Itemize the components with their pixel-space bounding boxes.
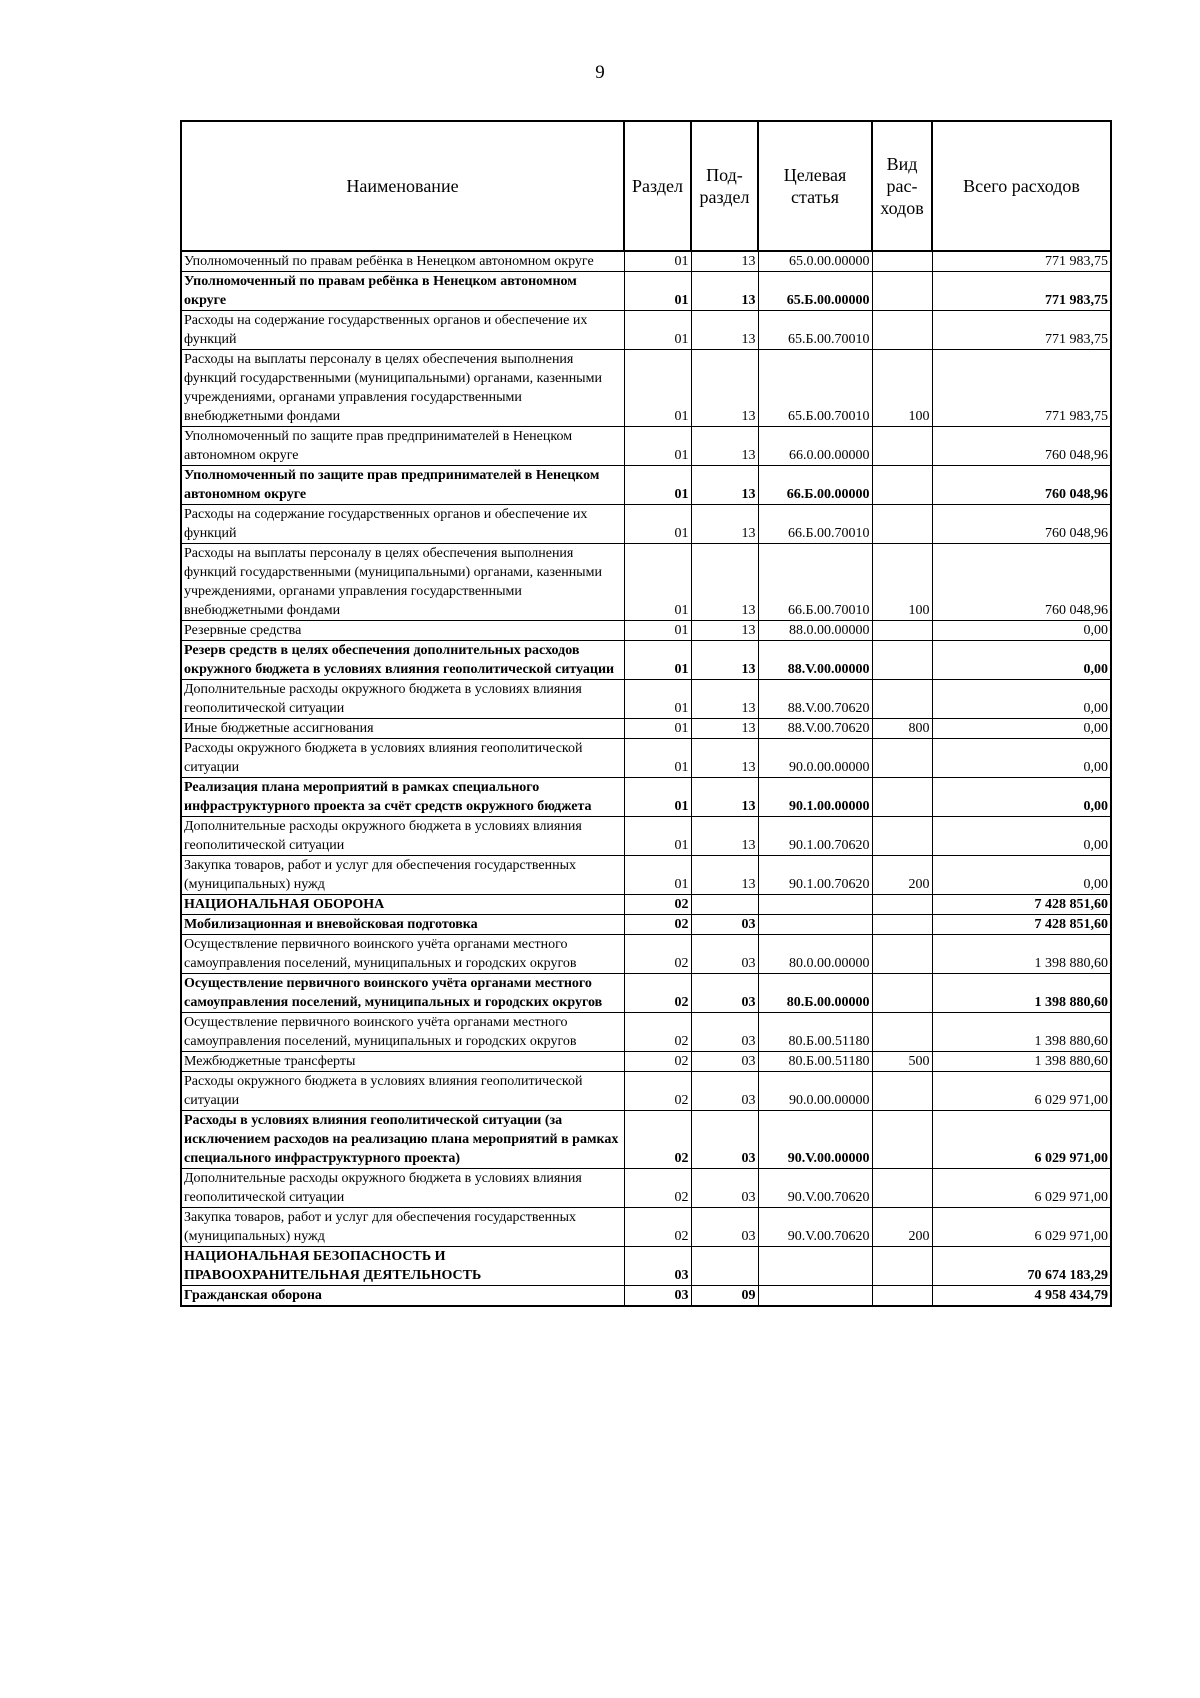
cell-name: Резерв средств в целях обеспечения дополнительных расходов окружного бюджета в условиях влияния геополитической ситуации: [181, 641, 624, 680]
cell-target-article: 66.Б.00.70010: [758, 544, 872, 621]
table-header: [181, 121, 1111, 251]
cell-subsection: 03: [691, 1208, 758, 1247]
cell-subsection: 13: [691, 350, 758, 427]
cell-expense-kind: [872, 1111, 932, 1169]
cell-name: Расходы окружного бюджета в условиях влияния геополитической ситуации: [181, 739, 624, 778]
cell-target-article: 90.V.00.70620: [758, 1169, 872, 1208]
cell-section: 03: [624, 1247, 691, 1286]
table-row: [181, 641, 1111, 680]
cell-target-article: 88.V.00.00000: [758, 641, 872, 680]
table-row: [181, 1286, 1111, 1307]
cell-section: 01: [624, 739, 691, 778]
cell-total: 1 398 880,60: [932, 974, 1111, 1013]
cell-name: Осуществление первичного воинского учёта органами местного самоуправления поселений, муниципальных и городских округов: [181, 974, 624, 1013]
cell-section: 01: [624, 856, 691, 895]
cell-name: Межбюджетные трансферты: [181, 1052, 624, 1072]
cell-target-article: 65.Б.00.70010: [758, 350, 872, 427]
cell-expense-kind: [872, 895, 932, 915]
cell-expense-kind: [872, 935, 932, 974]
cell-subsection: 03: [691, 1111, 758, 1169]
cell-target-article: 66.Б.00.00000: [758, 466, 872, 505]
table-row: [181, 817, 1111, 856]
cell-subsection: 13: [691, 311, 758, 350]
table-row: [181, 856, 1111, 895]
cell-target-article: [758, 1286, 872, 1307]
cell-total: 6 029 971,00: [932, 1111, 1111, 1169]
cell-subsection: 13: [691, 466, 758, 505]
header-section: Раздел: [624, 121, 691, 251]
table-row: [181, 974, 1111, 1013]
cell-expense-kind: [872, 1247, 932, 1286]
cell-section: 03: [624, 1286, 691, 1307]
table-row: [181, 350, 1111, 427]
cell-expense-kind: [872, 1013, 932, 1052]
cell-name: Уполномоченный по правам ребёнка в Ненецком автономном округе: [181, 272, 624, 311]
table-row: [181, 719, 1111, 739]
cell-name: Уполномоченный по защите прав предпринимателей в Ненецком автономном округе: [181, 466, 624, 505]
table-row: [181, 1013, 1111, 1052]
cell-expense-kind: [872, 641, 932, 680]
cell-expense-kind: [872, 915, 932, 935]
cell-expense-kind: 500: [872, 1052, 932, 1072]
header-expense-kind: Вид рас- ходов: [872, 121, 932, 251]
cell-expense-kind: [872, 621, 932, 641]
table-row: [181, 895, 1111, 915]
cell-target-article: 66.Б.00.70010: [758, 505, 872, 544]
cell-total: 0,00: [932, 856, 1111, 895]
table-row: [181, 544, 1111, 621]
cell-section: 01: [624, 621, 691, 641]
table-row: [181, 1247, 1111, 1286]
cell-section: 01: [624, 427, 691, 466]
cell-section: 01: [624, 466, 691, 505]
header-name: Наименование: [181, 121, 624, 251]
cell-name: Дополнительные расходы окружного бюджета в условиях влияния геополитической ситуации: [181, 1169, 624, 1208]
cell-subsection: 03: [691, 974, 758, 1013]
table-row: [181, 1208, 1111, 1247]
cell-target-article: 88.0.00.00000: [758, 621, 872, 641]
cell-target-article: 88.V.00.70620: [758, 719, 872, 739]
header-target-article: Целевая статья: [758, 121, 872, 251]
cell-subsection: 13: [691, 427, 758, 466]
cell-total: 0,00: [932, 719, 1111, 739]
table-row: [181, 739, 1111, 778]
cell-target-article: 90.V.00.00000: [758, 1111, 872, 1169]
cell-total: 0,00: [932, 739, 1111, 778]
cell-subsection: 13: [691, 272, 758, 311]
cell-name: Осуществление первичного воинского учёта органами местного самоуправления поселений, муниципальных и городских округов: [181, 935, 624, 974]
cell-expense-kind: 100: [872, 544, 932, 621]
cell-total: 771 983,75: [932, 251, 1111, 272]
cell-expense-kind: [872, 974, 932, 1013]
cell-expense-kind: 100: [872, 350, 932, 427]
cell-section: 01: [624, 311, 691, 350]
cell-expense-kind: [872, 251, 932, 272]
cell-total: 760 048,96: [932, 544, 1111, 621]
cell-total: 6 029 971,00: [932, 1072, 1111, 1111]
cell-section: 02: [624, 915, 691, 935]
cell-section: 01: [624, 680, 691, 719]
cell-section: 01: [624, 251, 691, 272]
cell-section: 01: [624, 350, 691, 427]
cell-section: 01: [624, 719, 691, 739]
table-row: [181, 621, 1111, 641]
table-row: [181, 427, 1111, 466]
cell-expense-kind: [872, 680, 932, 719]
cell-name: Расходы в условиях влияния геополитической ситуации (за исключением расходов на реализацию плана мероприятий в рамках специального инфраструктурного проекта): [181, 1111, 624, 1169]
cell-name: Реализация плана мероприятий в рамках специального инфраструктурного проекта за счёт средств окружного бюджета: [181, 778, 624, 817]
cell-total: 0,00: [932, 680, 1111, 719]
table-row: [181, 1052, 1111, 1072]
cell-name: Осуществление первичного воинского учёта органами местного самоуправления поселений, муниципальных и городских округов: [181, 1013, 624, 1052]
cell-target-article: 65.0.00.00000: [758, 251, 872, 272]
cell-name: Расходы на содержание государственных органов и обеспечение их функций: [181, 505, 624, 544]
cell-target-article: 90.0.00.00000: [758, 1072, 872, 1111]
cell-section: 02: [624, 935, 691, 974]
table-row: [181, 311, 1111, 350]
cell-name: Гражданская оборона: [181, 1286, 624, 1307]
budget-table: [180, 120, 1112, 1307]
cell-target-article: 65.Б.00.00000: [758, 272, 872, 311]
cell-section: 02: [624, 1052, 691, 1072]
cell-section: 01: [624, 544, 691, 621]
cell-subsection: 13: [691, 680, 758, 719]
table-row: [181, 778, 1111, 817]
cell-subsection: 13: [691, 641, 758, 680]
header-total: Всего расходов: [932, 121, 1111, 251]
cell-total: 6 029 971,00: [932, 1169, 1111, 1208]
cell-total: 70 674 183,29: [932, 1247, 1111, 1286]
cell-subsection: [691, 895, 758, 915]
cell-name: Дополнительные расходы окружного бюджета в условиях влияния геополитической ситуации: [181, 680, 624, 719]
cell-subsection: 03: [691, 1072, 758, 1111]
cell-name: Расходы на выплаты персоналу в целях обеспечения выполнения функций государственными (муниципальными) органами, казенными учреждениями, органами управления государственными внебюджетными фондами: [181, 544, 624, 621]
cell-target-article: 66.0.00.00000: [758, 427, 872, 466]
cell-section: 01: [624, 778, 691, 817]
cell-subsection: 13: [691, 505, 758, 544]
page-number: 9: [595, 62, 605, 83]
cell-total: 760 048,96: [932, 427, 1111, 466]
cell-target-article: 80.Б.00.51180: [758, 1013, 872, 1052]
cell-target-article: 80.Б.00.00000: [758, 974, 872, 1013]
cell-target-article: [758, 895, 872, 915]
cell-name: Иные бюджетные ассигнования: [181, 719, 624, 739]
cell-target-article: 80.Б.00.51180: [758, 1052, 872, 1072]
cell-total: 7 428 851,60: [932, 895, 1111, 915]
cell-name: Расходы окружного бюджета в условиях влияния геополитической ситуации: [181, 1072, 624, 1111]
cell-total: 1 398 880,60: [932, 1013, 1111, 1052]
cell-total: 0,00: [932, 817, 1111, 856]
cell-expense-kind: 200: [872, 1208, 932, 1247]
cell-section: 02: [624, 1072, 691, 1111]
cell-subsection: 13: [691, 856, 758, 895]
cell-expense-kind: [872, 466, 932, 505]
cell-expense-kind: [872, 272, 932, 311]
cell-name: Мобилизационная и вневойсковая подготовка: [181, 915, 624, 935]
cell-target-article: 90.1.00.70620: [758, 856, 872, 895]
cell-total: 771 983,75: [932, 350, 1111, 427]
cell-name: НАЦИОНАЛЬНАЯ БЕЗОПАСНОСТЬ И ПРАВООХРАНИТЕЛЬНАЯ ДЕЯТЕЛЬНОСТЬ: [181, 1247, 624, 1286]
cell-expense-kind: 800: [872, 719, 932, 739]
cell-section: 01: [624, 272, 691, 311]
cell-section: 02: [624, 1169, 691, 1208]
cell-target-article: 65.Б.00.70010: [758, 311, 872, 350]
cell-target-article: 90.0.00.00000: [758, 739, 872, 778]
cell-target-article: [758, 1247, 872, 1286]
cell-expense-kind: [872, 427, 932, 466]
cell-section: 02: [624, 974, 691, 1013]
cell-section: 01: [624, 817, 691, 856]
cell-expense-kind: [872, 778, 932, 817]
cell-target-article: 90.1.00.70620: [758, 817, 872, 856]
cell-subsection: [691, 1247, 758, 1286]
cell-total: 0,00: [932, 641, 1111, 680]
cell-expense-kind: [872, 1169, 932, 1208]
cell-section: 01: [624, 641, 691, 680]
cell-name: Резервные средства: [181, 621, 624, 641]
cell-section: 02: [624, 895, 691, 915]
cell-expense-kind: [872, 505, 932, 544]
cell-subsection: 13: [691, 251, 758, 272]
cell-total: 1 398 880,60: [932, 1052, 1111, 1072]
table-row: [181, 251, 1111, 272]
cell-target-article: [758, 915, 872, 935]
cell-total: 771 983,75: [932, 311, 1111, 350]
table-row: [181, 915, 1111, 935]
cell-target-article: 80.0.00.00000: [758, 935, 872, 974]
cell-section: 02: [624, 1208, 691, 1247]
cell-name: НАЦИОНАЛЬНАЯ ОБОРОНА: [181, 895, 624, 915]
cell-name: Уполномоченный по правам ребёнка в Ненецком автономном округе: [181, 251, 624, 272]
cell-total: 1 398 880,60: [932, 935, 1111, 974]
cell-subsection: 03: [691, 1169, 758, 1208]
cell-subsection: 03: [691, 935, 758, 974]
cell-name: Закупка товаров, работ и услуг для обеспечения государственных (муниципальных) нужд: [181, 1208, 624, 1247]
table-row: [181, 1169, 1111, 1208]
cell-total: 771 983,75: [932, 272, 1111, 311]
cell-section: 01: [624, 505, 691, 544]
cell-subsection: 03: [691, 1052, 758, 1072]
cell-expense-kind: [872, 1286, 932, 1307]
cell-name: Дополнительные расходы окружного бюджета в условиях влияния геополитической ситуации: [181, 817, 624, 856]
cell-subsection: 03: [691, 1013, 758, 1052]
table-row: [181, 680, 1111, 719]
cell-subsection: 03: [691, 915, 758, 935]
table-row: [181, 1072, 1111, 1111]
cell-section: 02: [624, 1013, 691, 1052]
cell-total: 0,00: [932, 778, 1111, 817]
table-row: [181, 272, 1111, 311]
cell-total: 4 958 434,79: [932, 1286, 1111, 1307]
cell-subsection: 13: [691, 739, 758, 778]
cell-total: 760 048,96: [932, 466, 1111, 505]
table-row: [181, 935, 1111, 974]
cell-subsection: 13: [691, 719, 758, 739]
cell-target-article: 90.1.00.00000: [758, 778, 872, 817]
cell-expense-kind: [872, 1072, 932, 1111]
cell-target-article: 88.V.00.70620: [758, 680, 872, 719]
cell-name: Закупка товаров, работ и услуг для обеспечения государственных (муниципальных) нужд: [181, 856, 624, 895]
table-body: [181, 251, 1111, 1306]
cell-subsection: 13: [691, 817, 758, 856]
table-row: [181, 466, 1111, 505]
table-row: [181, 1111, 1111, 1169]
cell-total: 760 048,96: [932, 505, 1111, 544]
cell-name: Уполномоченный по защите прав предпринимателей в Ненецком автономном округе: [181, 427, 624, 466]
cell-expense-kind: [872, 739, 932, 778]
cell-subsection: 13: [691, 544, 758, 621]
cell-expense-kind: [872, 311, 932, 350]
cell-expense-kind: 200: [872, 856, 932, 895]
cell-total: 6 029 971,00: [932, 1208, 1111, 1247]
cell-target-article: 90.V.00.70620: [758, 1208, 872, 1247]
cell-total: 7 428 851,60: [932, 915, 1111, 935]
cell-subsection: 09: [691, 1286, 758, 1307]
table-row: [181, 505, 1111, 544]
cell-section: 02: [624, 1111, 691, 1169]
cell-subsection: 13: [691, 778, 758, 817]
cell-name: Расходы на содержание государственных органов и обеспечение их функций: [181, 311, 624, 350]
cell-subsection: 13: [691, 621, 758, 641]
cell-name: Расходы на выплаты персоналу в целях обеспечения выполнения функций государственными (муниципальными) органами, казенными учреждениями, органами управления государственными внебюджетными фондами: [181, 350, 624, 427]
header-subsection: Под- раздел: [691, 121, 758, 251]
cell-expense-kind: [872, 817, 932, 856]
cell-total: 0,00: [932, 621, 1111, 641]
